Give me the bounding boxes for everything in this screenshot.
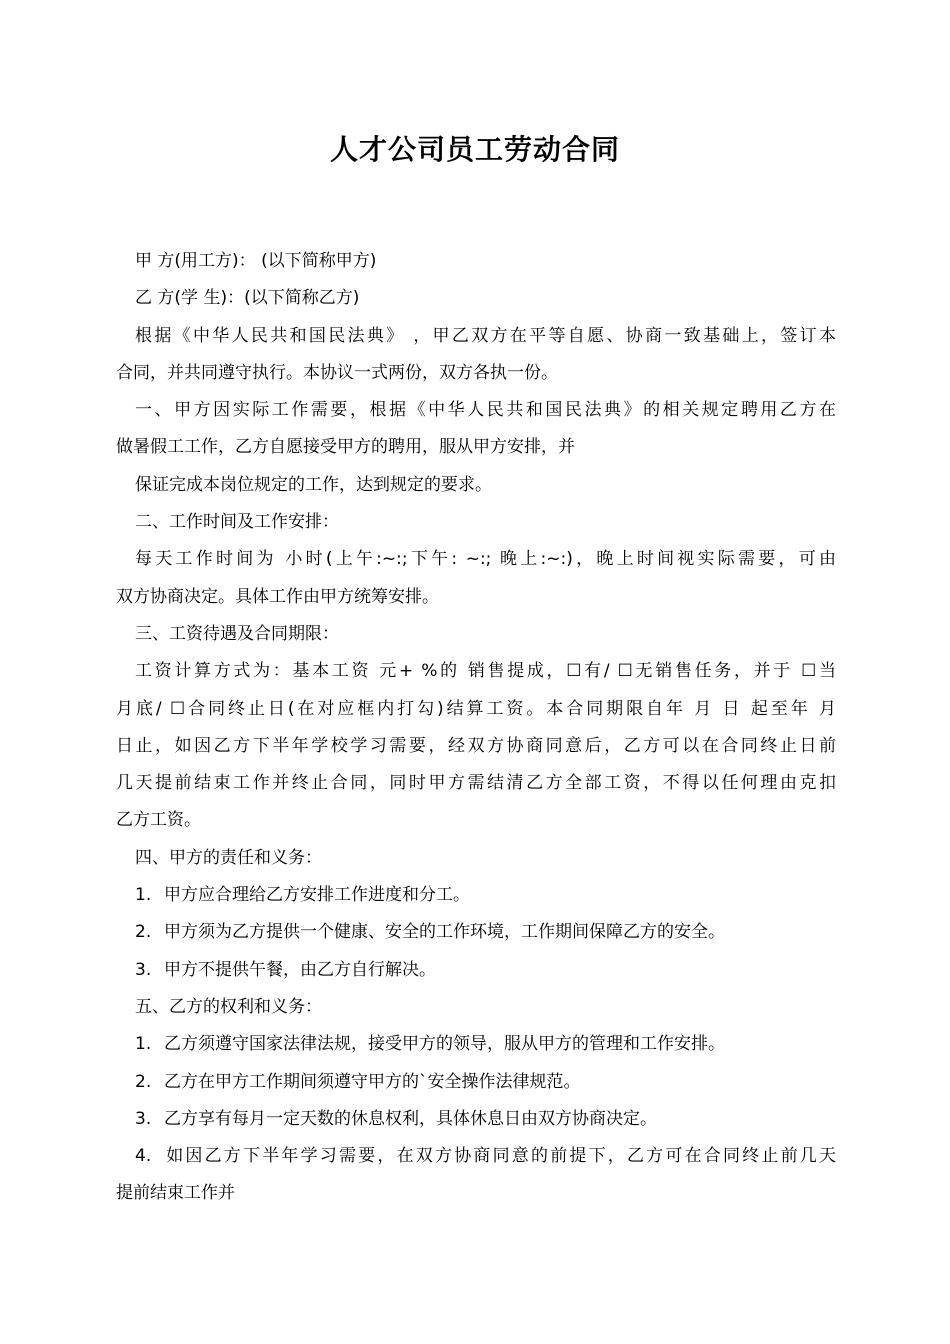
section-3-line-2: 月底/ ☐合同终止日(在对应框内打勾)结算工资。本合同期限自年 月 日 起至年 月	[116, 698, 837, 719]
section-4-heading: 四、甲方的责任和义务：	[135, 847, 322, 868]
list-item	[116, 1026, 836, 1063]
list-item-text: 甲方应合理给乙方安排工作进度和分工。	[164, 885, 470, 906]
section-5-heading: 五、乙方的权利和义务：	[135, 996, 322, 1017]
section-3-heading: 三、工资待遇及合同期限：	[135, 623, 339, 644]
section-2-line-2: 双方协商决定。具体工作由甲方统筹安排。	[116, 586, 439, 607]
list-item-number: 1.	[135, 885, 152, 906]
preamble-line-1: 根据《中华人民共和国民法典》 ，甲乙双方在平等自愿、协商一致基础上，签订本	[135, 325, 836, 346]
list-item-text: 乙方在甲方工作期间须遵守甲方的`安全操作法律规范。	[164, 1071, 581, 1092]
last-line: 提前结束工作并	[116, 1183, 235, 1204]
preamble-line-2: 合同，并共同遵守执行。本协议一式两份，双方各执一份。	[116, 362, 558, 383]
section-1-line-1: 一、甲方因实际工作需要，根据《中华人民共和国民法典》的相关规定聘用乙方在	[135, 400, 836, 421]
section-2-line-1: 每天工作时间为 小时(上午:~:;下午: ~:; 晚上:~:)，晚上时间视实际需要，可由	[135, 549, 836, 570]
list-item-number: 3.	[135, 959, 152, 980]
list-item-number: 1.	[135, 1034, 152, 1055]
list-item	[116, 914, 836, 951]
list-item	[116, 1138, 836, 1175]
section-3-line-5: 乙方工资。	[116, 810, 201, 831]
list-item	[116, 1064, 836, 1101]
list-item-text: 乙方须遵守国家法律法规，接受甲方的领导，服从甲方的管理和工作安排。	[164, 1034, 725, 1055]
document-title: 人才公司员工劳动合同	[329, 133, 620, 166]
section-1-line-3: 保证完成本岗位规定的工作，达到规定的要求。	[135, 474, 492, 495]
list-item-number: 3.	[135, 1108, 152, 1129]
list-item-number: 2.	[135, 1071, 152, 1092]
list-item-number: 4.	[135, 1146, 152, 1167]
list-item	[116, 1101, 836, 1138]
section-3-line-1: 工资计算方式为：基本工资 元+ %的 销售提成，☐有/ ☐无销售任务，并于 ☐当	[135, 661, 836, 682]
list-item-text: 甲方不提供午餐，由乙方自行解决。	[164, 959, 436, 980]
list-item-text: 甲方须为乙方提供一个健康、安全的工作环境，工作期间保障乙方的安全。	[164, 922, 725, 943]
section-3-line-3: 日止，如因乙方下半年学校学习需要，经双方协商同意后，乙方可以在合同终止日前	[116, 735, 836, 756]
section-3-line-4: 几天提前结束工作并终止合同，同时甲方需结清乙方全部工资，不得以任何理由克扣	[116, 773, 836, 794]
list-item-number: 2.	[135, 922, 152, 943]
party-a-line: 甲 方(用工方)： (以下简称甲方)	[135, 251, 377, 271]
list-item-text: 如因乙方下半年学习需要，在双方协商同意的前提下，乙方可在合同终止前几天	[164, 1146, 836, 1167]
list-item-text: 乙方享有每月一定天数的休息权利，具体休息日由双方协商决定。	[164, 1108, 657, 1129]
section-2-heading: 二、工作时间及工作安排：	[135, 512, 339, 533]
document-body	[116, 243, 836, 1213]
list-item	[116, 877, 836, 914]
party-b-line: 乙 方(学 生)：(以下简称乙方)	[135, 288, 360, 309]
section-1-line-2: 做暑假工工作，乙方自愿接受甲方的聘用，服从甲方安排，并	[116, 437, 575, 458]
list-item	[116, 952, 836, 989]
